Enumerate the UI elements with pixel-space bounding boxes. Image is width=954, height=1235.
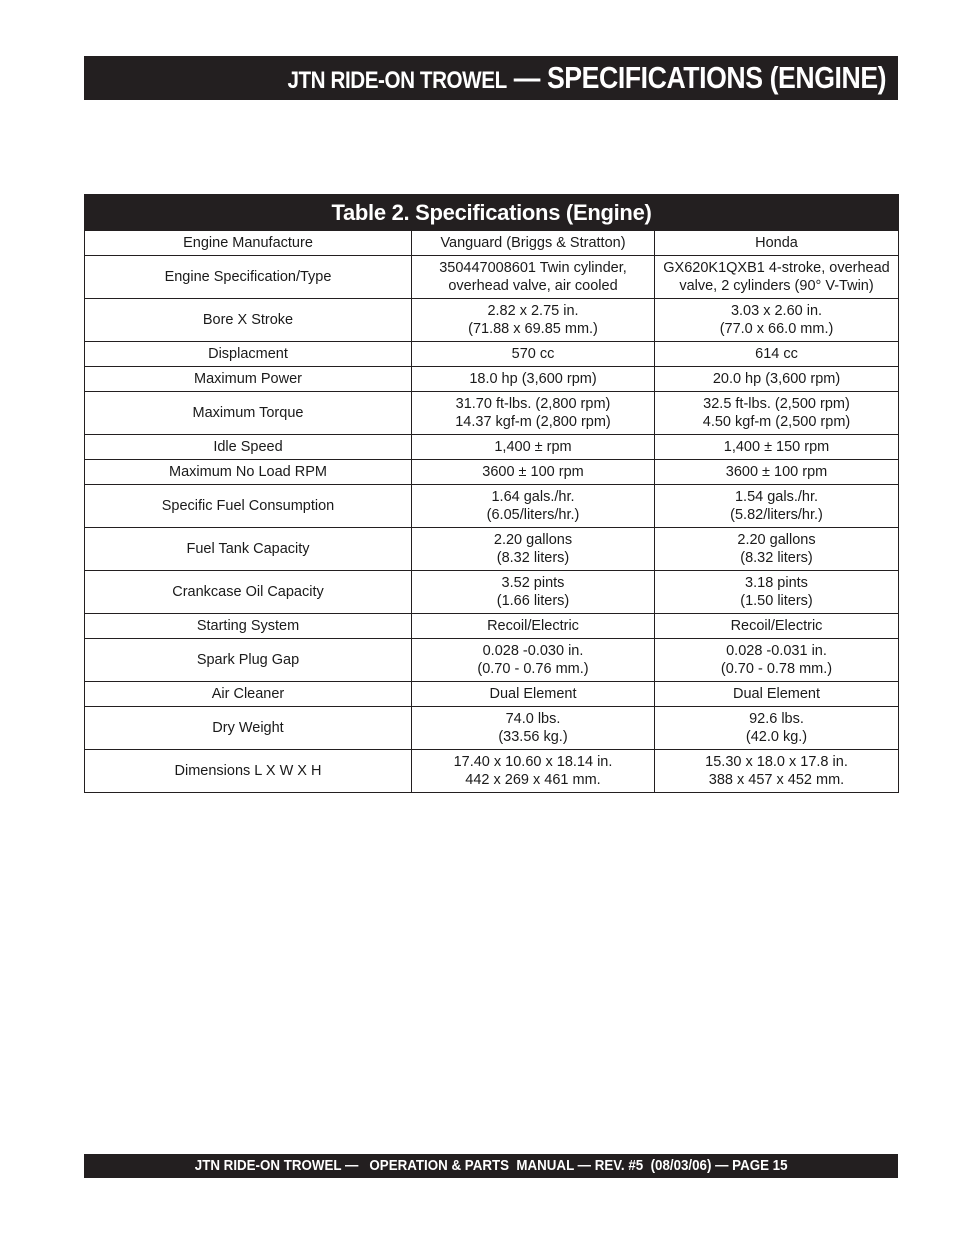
value-line: overhead valve, air cooled [448, 278, 618, 294]
honda-value [655, 639, 899, 682]
honda-value [655, 342, 899, 367]
page-footer [84, 1154, 898, 1178]
honda-value [655, 435, 899, 460]
value-line: Dual Element [489, 686, 577, 702]
value-line: 3.03 x 2.60 in. [730, 303, 823, 319]
value-line: 74.0 lbs. [505, 711, 561, 727]
vanguard-value [412, 682, 655, 707]
value-line: 442 x 269 x 461 mm. [465, 772, 601, 788]
honda-value [655, 231, 899, 256]
page-title-prefix: JTN RIDE-ON TROWEL [287, 67, 507, 94]
value-line: 3.52 pints [501, 575, 565, 591]
vanguard-value [412, 435, 655, 460]
spec-label: Spark Plug Gap [85, 639, 412, 682]
spec-label: Starting System [85, 614, 412, 639]
vanguard-value [412, 256, 655, 299]
table-row [85, 682, 899, 707]
value-line: (42.0 kg.) [745, 729, 808, 745]
honda-value [655, 392, 899, 435]
spec-label: Dry Weight [85, 707, 412, 750]
value-line: (0.70 - 0.76 mm.) [477, 661, 589, 677]
value-line: Dual Element [732, 686, 821, 702]
vanguard-value [412, 639, 655, 682]
value-line: (71.88 x 69.85 mm.) [468, 321, 598, 337]
honda-value [655, 460, 899, 485]
vanguard-value [412, 614, 655, 639]
honda-value [655, 614, 899, 639]
value-line: 3600 ± 100 rpm [725, 464, 828, 480]
honda-value [655, 528, 899, 571]
table-row [85, 750, 899, 793]
page-title-suffix: — SPECIFICATIONS (ENGINE) [506, 60, 886, 95]
value-line: 2.20 gallons [737, 532, 816, 548]
value-line: (6.05/liters/hr.) [486, 507, 580, 523]
honda-value [655, 707, 899, 750]
value-line: 0.028 -0.031 in. [726, 643, 827, 659]
value-line: (33.56 kg.) [498, 729, 568, 745]
value-line: (5.82/liters/hr.) [730, 507, 823, 523]
value-line: 614 cc [755, 346, 798, 362]
spec-label: Idle Speed [85, 435, 412, 460]
spec-label: Specific Fuel Consumption [85, 485, 412, 528]
footer-text: JTN RIDE-ON TROWEL — OPERATION & PARTS MANUAL — REV. #5 (08/03/06) — PAGE 15 [194, 1158, 788, 1174]
spec-label: Air Cleaner [85, 682, 412, 707]
table-body [85, 231, 899, 793]
vanguard-value [412, 460, 655, 485]
value-line: 32.5 ft-lbs. (2,500 rpm) [703, 396, 850, 412]
value-line: (8.32 liters) [740, 550, 813, 566]
page-title [287, 60, 886, 96]
value-line: 570 cc [511, 346, 555, 362]
honda-value [655, 571, 899, 614]
spec-label: Crankcase Oil Capacity [85, 571, 412, 614]
table-row [85, 256, 899, 299]
value-line: GX620K1QXB1 4-stroke, overhead [663, 260, 890, 276]
vanguard-value [412, 299, 655, 342]
spec-label: Displacment [85, 342, 412, 367]
vanguard-value [412, 571, 655, 614]
value-line: Vanguard (Briggs & Stratton) [440, 235, 626, 251]
honda-value [655, 367, 899, 392]
vanguard-value [412, 485, 655, 528]
value-line: (0.70 - 0.78 mm.) [720, 661, 833, 677]
table-row [85, 367, 899, 392]
spec-label: Dimensions L X W X H [85, 750, 412, 793]
table-row [85, 342, 899, 367]
value-line: 388 x 457 x 452 mm. [708, 772, 845, 788]
value-line: 4.50 kgf-m (2,500 rpm) [702, 414, 851, 430]
value-line: 1.64 gals./hr. [491, 489, 575, 505]
page-header [84, 56, 898, 100]
spec-label: Bore X Stroke [85, 299, 412, 342]
table-row [85, 460, 899, 485]
spec-label: Engine Specification/Type [85, 256, 412, 299]
value-line: 2.20 gallons [493, 532, 573, 548]
value-line: 1,400 ± rpm [494, 439, 572, 455]
value-line: 92.6 lbs. [749, 711, 804, 727]
spec-label: Maximum Torque [85, 392, 412, 435]
honda-value [655, 485, 899, 528]
honda-value [655, 682, 899, 707]
value-line: 3600 ± 100 rpm [482, 464, 584, 480]
value-line: 31.70 ft-lbs. (2,800 rpm) [455, 396, 611, 412]
value-line: 350447008601 Twin cylinder, [439, 260, 627, 276]
vanguard-value [412, 528, 655, 571]
table-caption: Table 2. Specifications (Engine) [84, 194, 899, 230]
honda-value [655, 750, 899, 793]
table-row [85, 614, 899, 639]
vanguard-value [412, 342, 655, 367]
value-line: 15.30 x 18.0 x 17.8 in. [705, 754, 848, 770]
value-line: Honda [755, 235, 798, 251]
vanguard-value [412, 392, 655, 435]
value-line: 17.40 x 10.60 x 18.14 in. [453, 754, 613, 770]
value-line: 2.82 x 2.75 in. [487, 303, 579, 319]
vanguard-value [412, 707, 655, 750]
value-line: 1,400 ± 150 rpm [723, 439, 830, 455]
table-row [85, 639, 899, 682]
vanguard-value [412, 367, 655, 392]
value-line: (8.32 liters) [496, 550, 570, 566]
value-line: 14.37 kgf-m (2,800 rpm) [455, 414, 611, 430]
vanguard-value [412, 750, 655, 793]
table-row [85, 528, 899, 571]
table-row [85, 392, 899, 435]
table-row [85, 571, 899, 614]
honda-value [655, 256, 899, 299]
value-line: 1.54 gals./hr. [734, 489, 819, 505]
value-line: 0.028 -0.030 in. [482, 643, 584, 659]
honda-value [655, 299, 899, 342]
value-line: (1.66 liters) [496, 593, 570, 609]
value-line: Recoil/Electric [730, 618, 823, 634]
vanguard-value [412, 231, 655, 256]
engine-specifications-table [84, 194, 899, 793]
value-line: valve, 2 cylinders (90° V-Twin) [679, 278, 874, 294]
table-row [85, 485, 899, 528]
table-row [85, 299, 899, 342]
spec-label: Maximum No Load RPM [85, 460, 412, 485]
table-row [85, 707, 899, 750]
value-line: Recoil/Electric [487, 618, 579, 634]
table-row [85, 435, 899, 460]
value-line: 20.0 hp (3,600 rpm) [712, 371, 841, 387]
table-row [85, 231, 899, 256]
spec-label: Maximum Power [85, 367, 412, 392]
spec-label: Engine Manufacture [85, 231, 412, 256]
value-line: 3.18 pints [745, 575, 808, 591]
value-line: 18.0 hp (3,600 rpm) [469, 371, 597, 387]
value-line: (1.50 liters) [740, 593, 813, 609]
value-line: (77.0 x 66.0 mm.) [719, 321, 834, 337]
spec-label: Fuel Tank Capacity [85, 528, 412, 571]
